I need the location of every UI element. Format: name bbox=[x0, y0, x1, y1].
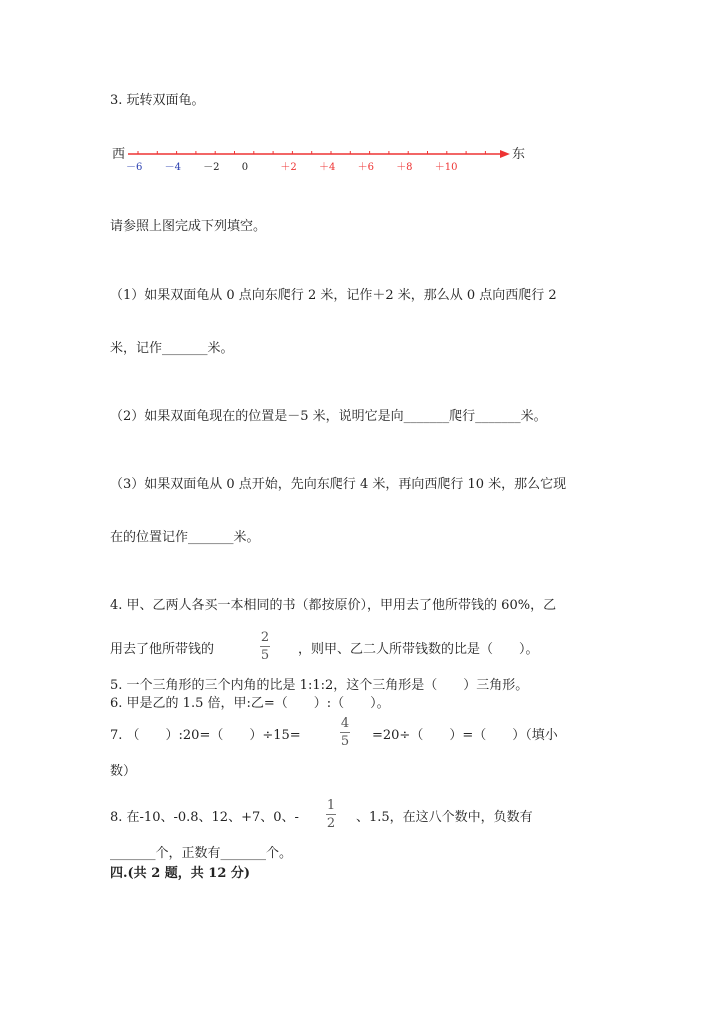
q3-part3-line1: （3）如果双面龟从 0 点开始，先向东爬行 4 米，再向西爬行 10 米，那么它现 bbox=[110, 477, 567, 492]
q3-prompt: 请参照上图完成下列填空。 bbox=[110, 219, 267, 234]
east-label: 东 bbox=[512, 147, 526, 162]
number-line-label: ＋8 bbox=[396, 162, 413, 173]
q7-b: =20÷（ ）=（ ）（填小 bbox=[372, 728, 558, 743]
fraction-2-5 bbox=[260, 630, 270, 663]
q8-b: 、1.5，在这八个数中，负数有 bbox=[356, 810, 533, 825]
q7-c: 数） bbox=[110, 764, 137, 779]
q8-c: _______个，正数有_______个。 bbox=[110, 846, 293, 861]
number-line-label: ＋2 bbox=[280, 162, 297, 173]
q7-a: 7. （ ）:20=（ ）÷15= bbox=[110, 728, 301, 743]
number-line-label: －6 bbox=[126, 162, 143, 173]
q6: 6. 甲是乙的 1.5 倍，甲:乙=（ ）:（ ）。 bbox=[110, 696, 390, 711]
q3-title: 3. 玩转双面龟。 bbox=[110, 93, 205, 108]
fraction-4-5 bbox=[340, 716, 350, 749]
number-line-label: ＋10 bbox=[434, 162, 458, 173]
denominator: 2 bbox=[326, 816, 336, 831]
west-label: 西 bbox=[112, 147, 126, 162]
q3-part1-line1: （1）如果双面龟从 0 点向东爬行 2 米，记作＋2 米，那么从 0 点向西爬行 2 bbox=[110, 288, 557, 303]
numerator: 2 bbox=[260, 630, 270, 645]
q4-line2a: 用去了他所带钱的 bbox=[110, 642, 215, 657]
number-line-label: 0 bbox=[241, 162, 249, 173]
number-line-label: －2 bbox=[203, 162, 220, 173]
q3-part1-line2: 米，记作_______米。 bbox=[110, 341, 234, 356]
q8-a: 8. 在-10、-0.8、12、+7、0、- bbox=[110, 810, 299, 825]
denominator: 5 bbox=[260, 648, 270, 663]
number-line-label: ＋4 bbox=[319, 162, 336, 173]
denominator: 5 bbox=[340, 734, 350, 749]
q3-part2: （2）如果双面龟现在的位置是－5 米，说明它是向_______爬行_______米。 bbox=[110, 409, 547, 424]
q5: 5. 一个三角形的三个内角的比是 1:1:2，这个三角形是（ ）三角形。 bbox=[110, 678, 529, 693]
numerator: 1 bbox=[326, 798, 336, 813]
section-heading: 四.(共 2 题，共 12 分) bbox=[110, 866, 251, 881]
q4-line2b: ，则甲、乙二人所带钱数的比是（ ）。 bbox=[298, 642, 539, 657]
fraction-1-2 bbox=[326, 798, 336, 831]
q4-line1: 4. 甲、乙两人各买一本相同的书（都按原价），甲用去了他所带钱的 60%，乙 bbox=[110, 598, 557, 613]
number-line-svg bbox=[108, 140, 528, 180]
numerator: 4 bbox=[340, 716, 350, 731]
q3-part3-line2: 在的位置记作_______米。 bbox=[110, 530, 260, 545]
number-line-label: －4 bbox=[164, 162, 181, 173]
number-line bbox=[108, 140, 528, 184]
number-line-label: ＋6 bbox=[357, 162, 374, 173]
